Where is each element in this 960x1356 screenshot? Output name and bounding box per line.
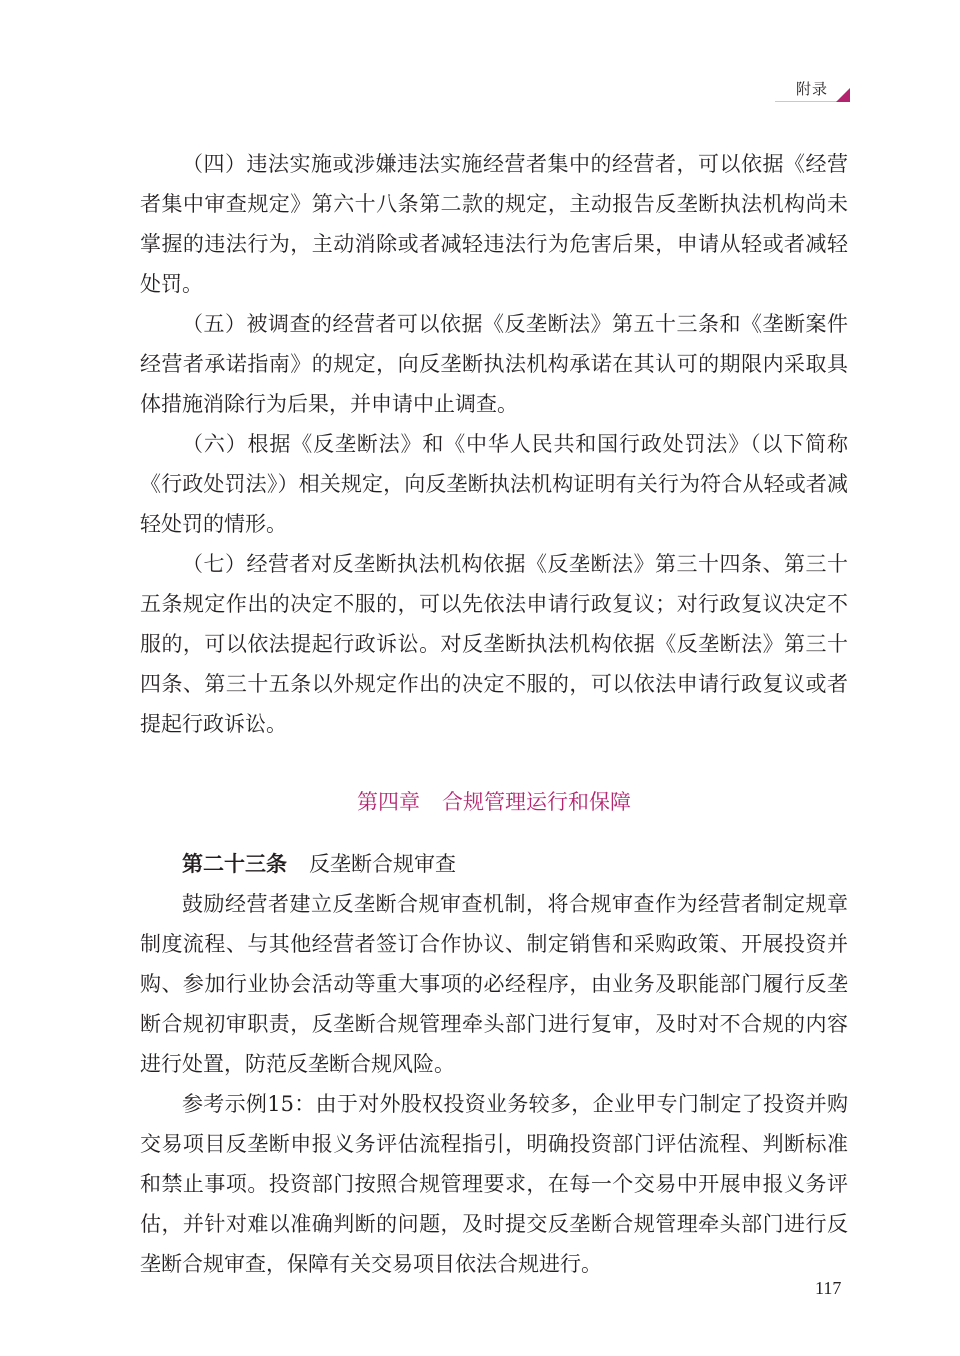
paragraph-item-6: （六）根据《反垄断法》和《中华人民共和国行政处罚法》（以下简称《行政处罚法》）相关规定，向反垄断执法机构证明有关行为符合从轻或者减轻处罚的情形。 [140, 432, 848, 536]
page-number: 117 [815, 1278, 842, 1298]
example-paragraph: 参考示例15：由于对外股权投资业务较多，企业甲专门制定了投资并购交易项目反垄断申报义务评估流程指引，明确投资部门评估流程、判断标准和禁止事项。投资部门按照合规管理要求，在每一个交易中开展申报义务评估，并针对难以准确判断的问题，及时提交反垄断合规管理牵头部门进行反垄断合规审查，保障有关交易项目依法合规进行。 [140, 1092, 848, 1276]
paragraph-item-4: （四）违法实施或涉嫌违法实施经营者集中的经营者，可以依据《经营者集中审查规定》第六十八条第二款的规定，主动报告反垄断执法机构尚未掌握的违法行为，主动消除或者减轻违法行为危害后果，申请从轻或者减轻处罚。 [140, 152, 848, 296]
article-number: 第二十三条 [182, 852, 287, 876]
chapter-number: 第四章 [357, 790, 420, 814]
chapter-heading [140, 782, 848, 822]
running-header [775, 72, 850, 102]
article-paragraph: 鼓励经营者建立反垄断合规审查机制，将合规审查作为经营者制定规章制度流程、与其他经营者签订合作协议、制定销售和采购政策、开展投资并购、参加行业协会活动等重大事项的必经程序，由业务及职能部门履行反垄断合规初审职责，反垄断合规管理牵头部门进行复审，及时对不合规的内容进行处置，防范反垄断合规风险。 [140, 892, 848, 1076]
paragraph-item-7: （七）经营者对反垄断执法机构依据《反垄断法》第三十四条、第三十五条规定作出的决定不服的，可以先依法申请行政复议；对行政复议决定不服的，可以依法提起行政诉讼。对反垄断执法机构依据《反垄断法》第三十四条、第三十五条以外规定作出的决定不服的，可以依法申请行政复议或者提起行政诉讼。 [140, 552, 848, 736]
article-heading [140, 844, 848, 884]
chapter-title: 合规管理运行和保障 [442, 790, 631, 814]
header-corner-triangle-icon [836, 88, 850, 102]
article-title: 反垄断合规审查 [309, 852, 456, 876]
paragraph-item-5: （五）被调查的经营者可以依据《反垄断法》第五十三条和《垄断案件经营者承诺指南》的规定，向反垄断执法机构承诺在其认可的期限内采取具体措施消除行为后果，并申请中止调查。 [140, 312, 848, 416]
running-header-label: 附录 [795, 80, 828, 98]
page-body [140, 144, 848, 1284]
